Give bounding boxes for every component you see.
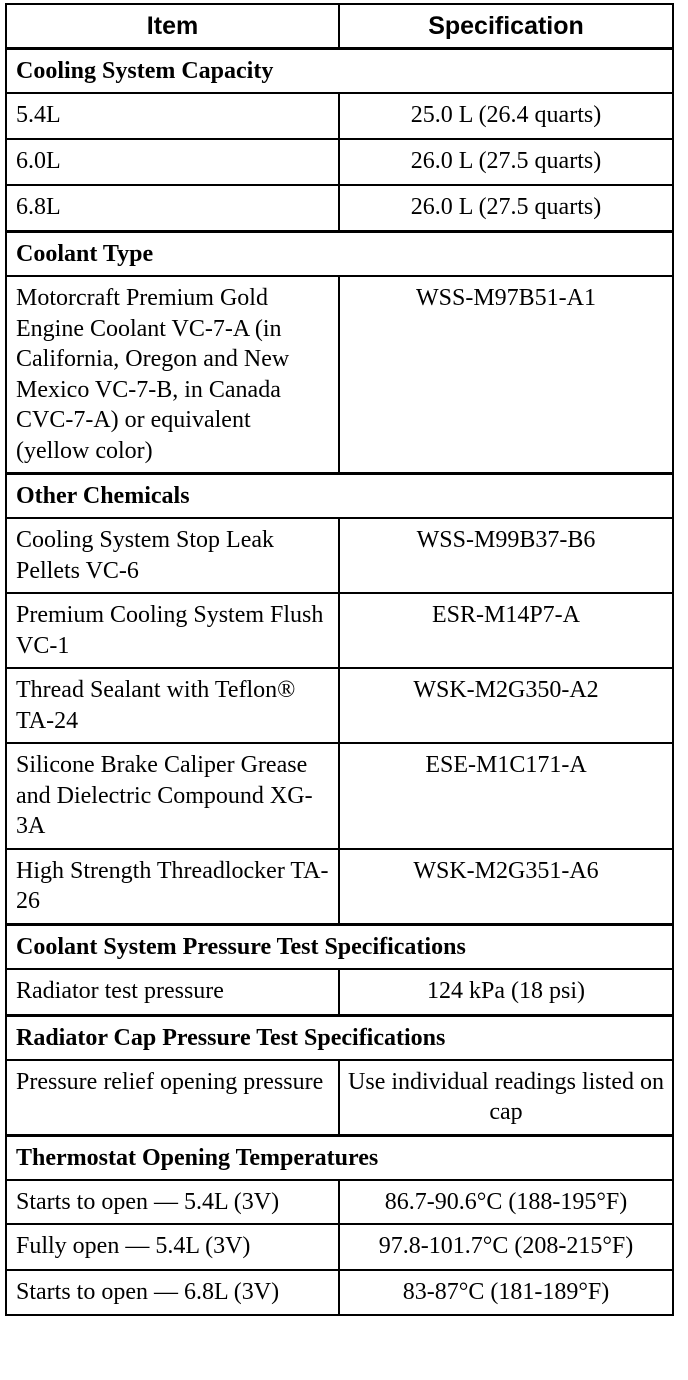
spec-cell: 26.0 L (27.5 quarts) xyxy=(339,139,673,185)
spec-cell: 25.0 L (26.4 quarts) xyxy=(339,93,673,139)
spec-cell: 26.0 L (27.5 quarts) xyxy=(339,185,673,232)
section-title: Cooling System Capacity xyxy=(6,49,673,94)
header-row xyxy=(6,4,673,49)
table-row xyxy=(6,185,673,232)
item-cell: Cooling System Stop Leak Pellets VC-6 xyxy=(6,518,339,593)
item-cell: High Strength Threadlocker TA-26 xyxy=(6,849,339,925)
spec-cell: WSK-M2G350-A2 xyxy=(339,668,673,743)
item-cell: Radiator test pressure xyxy=(6,969,339,1016)
item-cell: Pressure relief opening pressure xyxy=(6,1060,339,1136)
spec-cell: 86.7-90.6°C (188-195°F) xyxy=(339,1180,673,1225)
table-row xyxy=(6,1270,673,1315)
item-cell: Premium Cooling System Flush VC-1 xyxy=(6,593,339,668)
spec-cell: ESR-M14P7-A xyxy=(339,593,673,668)
table-row xyxy=(6,139,673,185)
table-row xyxy=(6,1180,673,1225)
table-row xyxy=(6,593,673,668)
table-row xyxy=(6,276,673,474)
table-row xyxy=(6,1060,673,1136)
section-title: Thermostat Opening Temperatures xyxy=(6,1135,673,1180)
item-cell: Starts to open — 6.8L (3V) xyxy=(6,1270,339,1315)
table-row xyxy=(6,93,673,139)
section-row-coolant-system-pressure-test xyxy=(6,924,673,969)
column-header-specification: Specification xyxy=(339,4,673,49)
spec-cell: ESE-M1C171-A xyxy=(339,743,673,849)
table-row xyxy=(6,1224,673,1270)
spec-cell: WSS-M97B51-A1 xyxy=(339,276,673,474)
section-title: Radiator Cap Pressure Test Specifications xyxy=(6,1015,673,1060)
section-row-cooling-system-capacity xyxy=(6,49,673,94)
column-header-item: Item xyxy=(6,4,339,49)
spec-cell: WSK-M2G351-A6 xyxy=(339,849,673,925)
section-title: Coolant System Pressure Test Specifications xyxy=(6,924,673,969)
table-row xyxy=(6,668,673,743)
spec-cell: WSS-M99B37-B6 xyxy=(339,518,673,593)
table-row xyxy=(6,518,673,593)
spec-cell: 83-87°C (181-189°F) xyxy=(339,1270,673,1315)
table-row xyxy=(6,743,673,849)
section-title: Coolant Type xyxy=(6,232,673,277)
table-row xyxy=(6,849,673,925)
item-cell: Silicone Brake Caliper Grease and Dielectric Compound XG-3A xyxy=(6,743,339,849)
section-row-other-chemicals xyxy=(6,474,673,519)
item-cell: Fully open — 5.4L (3V) xyxy=(6,1224,339,1270)
section-row-thermostat-opening-temperatures xyxy=(6,1135,673,1180)
table-header xyxy=(6,4,673,49)
item-cell: 5.4L xyxy=(6,93,339,139)
item-cell: Thread Sealant with Teflon® TA-24 xyxy=(6,668,339,743)
item-cell: 6.8L xyxy=(6,185,339,232)
specification-table xyxy=(5,3,674,1316)
item-cell: Starts to open — 5.4L (3V) xyxy=(6,1180,339,1225)
table-row xyxy=(6,969,673,1016)
spec-cell: Use individual readings listed on cap xyxy=(339,1060,673,1136)
section-row-coolant-type xyxy=(6,232,673,277)
item-cell: 6.0L xyxy=(6,139,339,185)
spec-cell: 124 kPa (18 psi) xyxy=(339,969,673,1016)
item-cell: Motorcraft Premium Gold Engine Coolant VC-7-A (in California, Oregon and New Mexico VC-7-B, in Canada CVC-7-A) or equivalent (yellow color) xyxy=(6,276,339,474)
section-title: Other Chemicals xyxy=(6,474,673,519)
spec-cell: 97.8-101.7°C (208-215°F) xyxy=(339,1224,673,1270)
section-row-radiator-cap-pressure-test xyxy=(6,1015,673,1060)
